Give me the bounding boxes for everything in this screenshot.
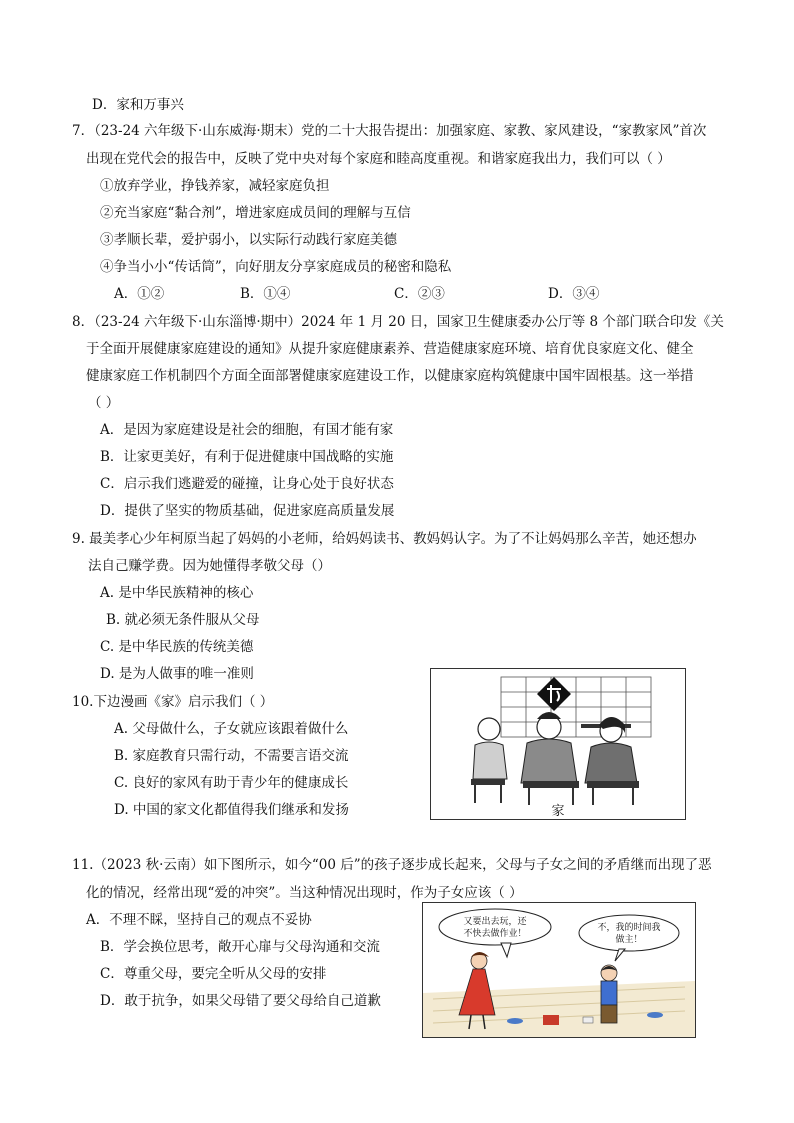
child-figure-icon	[601, 965, 617, 1023]
mother-figure-icon	[585, 717, 639, 805]
svg-text:做主！: 做主！	[615, 935, 643, 945]
child-figure-icon	[471, 718, 507, 803]
q9-option-b: B. 就必须无条件服从父母	[106, 612, 260, 628]
q10-option-a: A. 父母做什么，子女就应该跟着做什么	[114, 721, 349, 737]
q10-option-c: C. 良好的家风有助于青少年的健康成长	[114, 775, 349, 791]
q6-option-d: D．家和万事兴	[92, 97, 184, 113]
toy-icon	[507, 1018, 523, 1024]
q9-option-c: C. 是中华民族的传统美德	[100, 639, 254, 655]
q11-stem-line-1: 11.（2023 秋·云南）如下图所示，如今“00 后”的孩子逐步成长起来，父母与子女之间的矛盾继而出现了恶	[72, 857, 712, 873]
child-speech-bubble	[579, 915, 679, 961]
bag-icon	[543, 1015, 559, 1025]
q7-option-a: A．①②	[114, 286, 165, 302]
mother-speech-bubble	[439, 909, 551, 957]
q10-stem: 10.下边漫画《家》启示我们（ ）	[72, 694, 274, 710]
father-figure-icon	[521, 712, 579, 805]
fu-diamond-icon	[537, 677, 571, 711]
q10-option-b: B. 家庭教育只需行动，不需要言语交流	[114, 748, 349, 764]
q8-option-a: A．是因为家庭建设是社会的细胞，有国才能有家	[100, 422, 394, 438]
q8-stem-line-2: 于全面开展健康家庭建设的通知》从提升家庭健康素养、营造健康家庭环境、培育优良家庭文化、健全	[86, 341, 694, 357]
q9-option-a: A. 是中华民族精神的核心	[100, 585, 254, 601]
q11-option-b: B．学会换位思考，敞开心扉与父母沟通和交流	[100, 939, 380, 955]
conflict-cartoon-illustration	[423, 903, 695, 1037]
cartoon-caption: 家	[551, 804, 565, 819]
svg-text:不，我的时间我: 不，我的时间我	[597, 923, 661, 933]
family-cartoon-figure	[430, 668, 686, 820]
q11-option-a: A．不理不睬，坚持自己的观点不妥协	[86, 912, 312, 928]
q10-option-d: D. 中国的家文化都值得我们继承和发扬	[114, 802, 349, 818]
q8-stem-line-3: 健康家庭工作机制四个方面全面部署健康家庭建设工作，以健康家庭构筑健康中国牢固根基。这一举措	[86, 368, 694, 384]
q11-option-c: C．尊重父母，要完全听从父母的安排	[100, 966, 327, 982]
q7-option-d: D．③④	[548, 286, 600, 302]
q8-option-c: C．启示我们逃避爱的碰撞，让身心处于良好状态	[100, 476, 394, 492]
paper-icon	[583, 1017, 593, 1023]
q9-stem-line-1: 9. 最美孝心少年柯原当起了妈妈的小老师，给妈妈读书、教妈妈认字。为了不让妈妈那么辛苦，她还想办	[72, 531, 697, 547]
q8-stem-line-4: （ ）	[88, 395, 120, 411]
q7-options-row	[0, 285, 794, 303]
q7-option-b: B．①④	[240, 286, 291, 302]
q11-stem-line-2: 化的情况，经常出现“爱的冲突”。当这种情况出现时，作为子女应该（ ）	[86, 885, 523, 901]
q7-item-1: ①放弃学业，挣钱养家，减轻家庭负担	[100, 178, 330, 194]
toy-icon-2	[647, 1012, 663, 1018]
q8-stem-line-1: 8．（23-24 六年级下·山东淄博·期中）2024 年 1 月 20 日，国家卫生健康委办公厅等 8 个部门联合印发《关	[72, 314, 724, 330]
q7-item-3: ③孝顺长辈，爱护弱小，以实际行动践行家庭美德	[100, 232, 397, 248]
svg-text:又要出去玩，还: 又要出去玩，还	[463, 917, 527, 927]
q7-item-2: ②充当家庭“黏合剂”，增进家庭成员间的理解与互信	[100, 205, 411, 221]
q9-stem-line-2: 法自己赚学费。因为她懂得孝敬父母（）	[88, 558, 331, 574]
q8-option-b: B．让家更美好，有利于促进健康中国战略的实施	[100, 449, 394, 465]
q7-item-4: ④争当小小“传话筒”，向好朋友分享家庭成员的秘密和隐私	[100, 259, 452, 275]
q7-stem-line-1: 7．（23-24 六年级下·山东威海·期末）党的二十大报告提出：加强家庭、家教、家风建设，“家教家风”首次	[72, 123, 707, 139]
q11-option-d: D．敢于抗争，如果父母错了要父母给自己道歉	[100, 993, 381, 1009]
q9-option-d: D. 是为人做事的唯一准则	[100, 666, 254, 682]
svg-text:不快去做作业！: 不快去做作业！	[463, 929, 527, 939]
family-cartoon-illustration	[431, 669, 685, 819]
q8-option-d: D．提供了坚实的物质基础，促进家庭高质量发展	[100, 503, 395, 519]
q7-option-c: C．②③	[394, 286, 445, 302]
q7-stem-line-2: 出现在党代会的报告中，反映了党中央对每个家庭和睦高度重视。和谐家庭我出力，我们可以（ ）	[86, 151, 671, 167]
conflict-cartoon-figure	[422, 902, 696, 1038]
